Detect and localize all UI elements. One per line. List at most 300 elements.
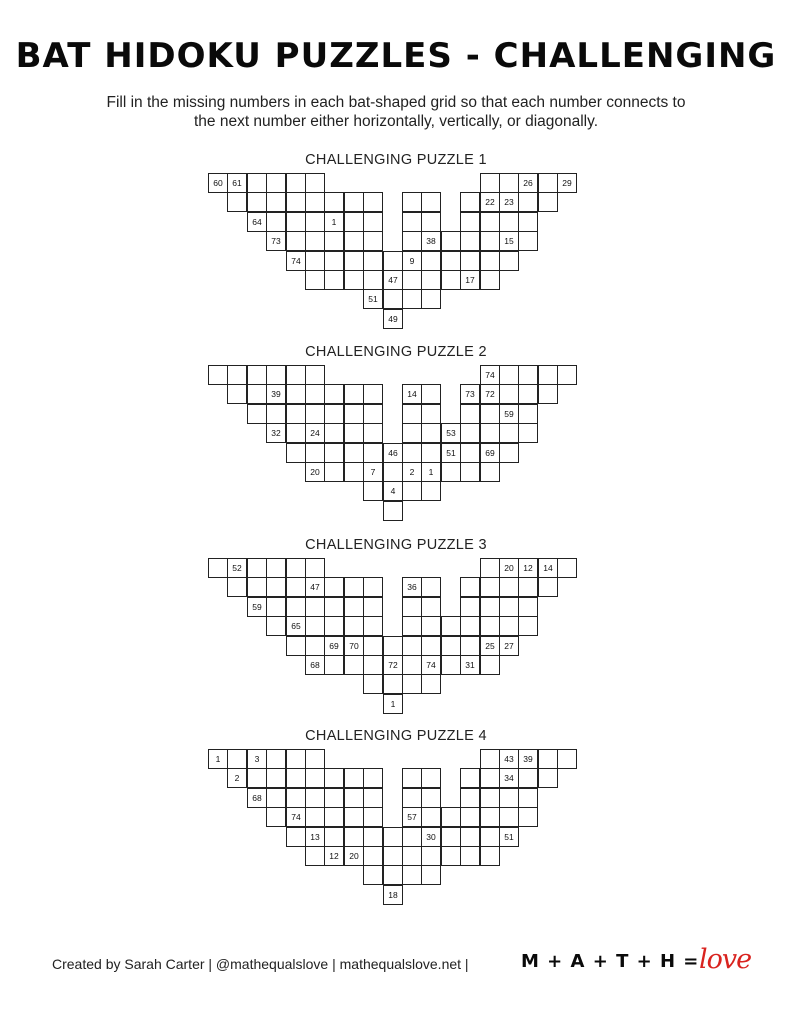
grid-cell[interactable] xyxy=(518,788,538,808)
grid-cell[interactable] xyxy=(460,597,480,617)
grid-cell[interactable] xyxy=(383,462,403,482)
grid-cell[interactable] xyxy=(383,636,403,656)
clue-cell[interactable]: 3 xyxy=(247,749,267,769)
grid-cell[interactable] xyxy=(421,577,441,597)
grid-cell[interactable] xyxy=(324,443,344,463)
clue-cell[interactable]: 65 xyxy=(286,616,306,636)
grid-cell[interactable] xyxy=(305,788,325,808)
clue-cell[interactable]: 13 xyxy=(305,827,325,847)
grid-cell[interactable] xyxy=(460,231,480,251)
grid-cell[interactable] xyxy=(402,423,422,443)
grid-cell[interactable] xyxy=(441,270,461,290)
clue-cell[interactable]: 51 xyxy=(499,827,519,847)
grid-cell[interactable] xyxy=(266,616,286,636)
grid-cell[interactable] xyxy=(247,768,267,788)
clue-cell[interactable]: 74 xyxy=(286,251,306,271)
grid-cell[interactable] xyxy=(402,404,422,424)
grid-cell[interactable] xyxy=(499,807,519,827)
grid-cell[interactable] xyxy=(227,384,247,404)
grid-cell[interactable] xyxy=(383,865,403,885)
grid-cell[interactable] xyxy=(421,616,441,636)
grid-cell[interactable] xyxy=(324,231,344,251)
grid-cell[interactable] xyxy=(324,768,344,788)
clue-cell[interactable]: 53 xyxy=(441,423,461,443)
grid-cell[interactable] xyxy=(538,192,558,212)
grid-cell[interactable] xyxy=(480,577,500,597)
grid-cell[interactable] xyxy=(441,462,461,482)
clue-cell[interactable]: 59 xyxy=(247,597,267,617)
grid-cell[interactable] xyxy=(266,173,286,193)
clue-cell[interactable]: 72 xyxy=(480,384,500,404)
clue-cell[interactable]: 20 xyxy=(499,558,519,578)
grid-cell[interactable] xyxy=(460,807,480,827)
grid-cell[interactable] xyxy=(227,749,247,769)
grid-cell[interactable] xyxy=(402,443,422,463)
clue-cell[interactable]: 36 xyxy=(402,577,422,597)
grid-cell[interactable] xyxy=(344,597,364,617)
grid-cell[interactable] xyxy=(324,404,344,424)
grid-cell[interactable] xyxy=(480,788,500,808)
grid-cell[interactable] xyxy=(480,655,500,675)
grid-cell[interactable] xyxy=(305,558,325,578)
grid-cell[interactable] xyxy=(305,807,325,827)
grid-cell[interactable] xyxy=(344,231,364,251)
grid-cell[interactable] xyxy=(518,577,538,597)
grid-cell[interactable] xyxy=(363,655,383,675)
clue-cell[interactable]: 38 xyxy=(421,231,441,251)
grid-cell[interactable] xyxy=(518,616,538,636)
grid-cell[interactable] xyxy=(363,423,383,443)
grid-cell[interactable] xyxy=(363,577,383,597)
grid-cell[interactable] xyxy=(305,597,325,617)
grid-cell[interactable] xyxy=(247,192,267,212)
grid-cell[interactable] xyxy=(538,173,558,193)
clue-cell[interactable]: 51 xyxy=(363,289,383,309)
grid-cell[interactable] xyxy=(402,616,422,636)
grid-cell[interactable] xyxy=(266,749,286,769)
grid-cell[interactable] xyxy=(460,788,480,808)
clue-cell[interactable]: 27 xyxy=(499,636,519,656)
clue-cell[interactable]: 1 xyxy=(208,749,228,769)
grid-cell[interactable] xyxy=(402,674,422,694)
clue-cell[interactable]: 74 xyxy=(421,655,441,675)
grid-cell[interactable] xyxy=(266,807,286,827)
clue-cell[interactable]: 74 xyxy=(480,365,500,385)
grid-cell[interactable] xyxy=(499,597,519,617)
grid-cell[interactable] xyxy=(324,577,344,597)
clue-cell[interactable]: 70 xyxy=(344,636,364,656)
grid-cell[interactable] xyxy=(480,846,500,866)
grid-cell[interactable] xyxy=(305,749,325,769)
grid-cell[interactable] xyxy=(480,212,500,232)
clue-cell[interactable]: 26 xyxy=(518,173,538,193)
grid-cell[interactable] xyxy=(441,655,461,675)
clue-cell[interactable]: 2 xyxy=(227,768,247,788)
grid-cell[interactable] xyxy=(344,384,364,404)
grid-cell[interactable] xyxy=(480,231,500,251)
grid-cell[interactable] xyxy=(518,423,538,443)
clue-cell[interactable]: 2 xyxy=(402,462,422,482)
clue-cell[interactable]: 49 xyxy=(383,309,403,329)
grid-cell[interactable] xyxy=(344,655,364,675)
grid-cell[interactable] xyxy=(266,365,286,385)
clue-cell[interactable]: 43 xyxy=(499,749,519,769)
grid-cell[interactable] xyxy=(460,423,480,443)
grid-cell[interactable] xyxy=(324,807,344,827)
grid-cell[interactable] xyxy=(363,827,383,847)
grid-cell[interactable] xyxy=(286,192,306,212)
grid-cell[interactable] xyxy=(460,636,480,656)
grid-cell[interactable] xyxy=(363,192,383,212)
clue-cell[interactable]: 7 xyxy=(363,462,383,482)
clue-cell[interactable]: 39 xyxy=(518,749,538,769)
grid-cell[interactable] xyxy=(402,270,422,290)
grid-cell[interactable] xyxy=(305,251,325,271)
grid-cell[interactable] xyxy=(460,827,480,847)
grid-cell[interactable] xyxy=(344,577,364,597)
grid-cell[interactable] xyxy=(266,597,286,617)
grid-cell[interactable] xyxy=(305,404,325,424)
grid-cell[interactable] xyxy=(286,749,306,769)
grid-cell[interactable] xyxy=(480,404,500,424)
grid-cell[interactable] xyxy=(286,173,306,193)
grid-cell[interactable] xyxy=(480,173,500,193)
clue-cell[interactable]: 57 xyxy=(402,807,422,827)
clue-cell[interactable]: 1 xyxy=(421,462,441,482)
grid-cell[interactable] xyxy=(460,192,480,212)
clue-cell[interactable]: 68 xyxy=(247,788,267,808)
grid-cell[interactable] xyxy=(402,597,422,617)
grid-cell[interactable] xyxy=(286,636,306,656)
grid-cell[interactable] xyxy=(421,289,441,309)
grid-cell[interactable] xyxy=(344,827,364,847)
grid-cell[interactable] xyxy=(266,558,286,578)
clue-cell[interactable]: 60 xyxy=(208,173,228,193)
grid-cell[interactable] xyxy=(499,173,519,193)
grid-cell[interactable] xyxy=(383,674,403,694)
grid-cell[interactable] xyxy=(383,846,403,866)
grid-cell[interactable] xyxy=(363,636,383,656)
grid-cell[interactable] xyxy=(421,807,441,827)
grid-cell[interactable] xyxy=(499,443,519,463)
grid-cell[interactable] xyxy=(557,558,577,578)
grid-cell[interactable] xyxy=(286,443,306,463)
grid-cell[interactable] xyxy=(480,462,500,482)
clue-cell[interactable]: 14 xyxy=(538,558,558,578)
grid-cell[interactable] xyxy=(324,788,344,808)
grid-cell[interactable] xyxy=(460,212,480,232)
grid-cell[interactable] xyxy=(383,827,403,847)
clue-cell[interactable]: 1 xyxy=(383,694,403,714)
grid-cell[interactable] xyxy=(305,616,325,636)
grid-cell[interactable] xyxy=(421,846,441,866)
grid-cell[interactable] xyxy=(421,597,441,617)
grid-cell[interactable] xyxy=(344,192,364,212)
grid-cell[interactable] xyxy=(324,251,344,271)
grid-cell[interactable] xyxy=(421,788,441,808)
grid-cell[interactable] xyxy=(460,846,480,866)
grid-cell[interactable] xyxy=(363,597,383,617)
grid-cell[interactable] xyxy=(402,865,422,885)
grid-cell[interactable] xyxy=(538,749,558,769)
grid-cell[interactable] xyxy=(460,404,480,424)
clue-cell[interactable]: 12 xyxy=(324,846,344,866)
grid-cell[interactable] xyxy=(208,365,228,385)
grid-cell[interactable] xyxy=(480,768,500,788)
clue-cell[interactable]: 14 xyxy=(402,384,422,404)
clue-cell[interactable]: 17 xyxy=(460,270,480,290)
grid-cell[interactable] xyxy=(286,365,306,385)
grid-cell[interactable] xyxy=(421,192,441,212)
grid-cell[interactable] xyxy=(460,251,480,271)
grid-cell[interactable] xyxy=(363,212,383,232)
grid-cell[interactable] xyxy=(286,577,306,597)
clue-cell[interactable]: 47 xyxy=(383,270,403,290)
grid-cell[interactable] xyxy=(324,616,344,636)
clue-cell[interactable]: 52 xyxy=(227,558,247,578)
grid-cell[interactable] xyxy=(344,807,364,827)
grid-cell[interactable] xyxy=(441,827,461,847)
grid-cell[interactable] xyxy=(421,481,441,501)
grid-cell[interactable] xyxy=(480,423,500,443)
grid-cell[interactable] xyxy=(518,192,538,212)
grid-cell[interactable] xyxy=(363,846,383,866)
grid-cell[interactable] xyxy=(518,597,538,617)
grid-cell[interactable] xyxy=(402,788,422,808)
grid-cell[interactable] xyxy=(402,231,422,251)
clue-cell[interactable]: 9 xyxy=(402,251,422,271)
grid-cell[interactable] xyxy=(518,768,538,788)
grid-cell[interactable] xyxy=(363,481,383,501)
clue-cell[interactable]: 22 xyxy=(480,192,500,212)
grid-cell[interactable] xyxy=(557,749,577,769)
grid-cell[interactable] xyxy=(499,788,519,808)
clue-cell[interactable]: 32 xyxy=(266,423,286,443)
grid-cell[interactable] xyxy=(305,192,325,212)
grid-cell[interactable] xyxy=(247,173,267,193)
grid-cell[interactable] xyxy=(363,768,383,788)
clue-cell[interactable]: 34 xyxy=(499,768,519,788)
clue-cell[interactable]: 15 xyxy=(499,231,519,251)
grid-cell[interactable] xyxy=(227,365,247,385)
grid-cell[interactable] xyxy=(421,865,441,885)
grid-cell[interactable] xyxy=(421,384,441,404)
grid-cell[interactable] xyxy=(344,270,364,290)
grid-cell[interactable] xyxy=(344,423,364,443)
grid-cell[interactable] xyxy=(363,384,383,404)
clue-cell[interactable]: 29 xyxy=(557,173,577,193)
grid-cell[interactable] xyxy=(402,636,422,656)
grid-cell[interactable] xyxy=(363,865,383,885)
grid-cell[interactable] xyxy=(286,558,306,578)
grid-cell[interactable] xyxy=(421,212,441,232)
grid-cell[interactable] xyxy=(480,749,500,769)
grid-cell[interactable] xyxy=(344,443,364,463)
grid-cell[interactable] xyxy=(402,212,422,232)
grid-cell[interactable] xyxy=(305,846,325,866)
grid-cell[interactable] xyxy=(441,616,461,636)
grid-cell[interactable] xyxy=(305,212,325,232)
clue-cell[interactable]: 23 xyxy=(499,192,519,212)
grid-cell[interactable] xyxy=(305,365,325,385)
grid-cell[interactable] xyxy=(227,192,247,212)
grid-cell[interactable] xyxy=(518,231,538,251)
grid-cell[interactable] xyxy=(363,788,383,808)
grid-cell[interactable] xyxy=(344,251,364,271)
clue-cell[interactable]: 72 xyxy=(383,655,403,675)
clue-cell[interactable]: 1 xyxy=(324,212,344,232)
grid-cell[interactable] xyxy=(324,423,344,443)
grid-cell[interactable] xyxy=(208,558,228,578)
grid-cell[interactable] xyxy=(480,270,500,290)
grid-cell[interactable] xyxy=(266,192,286,212)
grid-cell[interactable] xyxy=(518,807,538,827)
grid-cell[interactable] xyxy=(363,270,383,290)
grid-cell[interactable] xyxy=(402,846,422,866)
grid-cell[interactable] xyxy=(460,577,480,597)
grid-cell[interactable] xyxy=(344,616,364,636)
grid-cell[interactable] xyxy=(480,597,500,617)
grid-cell[interactable] xyxy=(305,231,325,251)
grid-cell[interactable] xyxy=(324,827,344,847)
grid-cell[interactable] xyxy=(460,462,480,482)
grid-cell[interactable] xyxy=(363,231,383,251)
grid-cell[interactable] xyxy=(460,443,480,463)
grid-cell[interactable] xyxy=(247,365,267,385)
grid-cell[interactable] xyxy=(421,404,441,424)
grid-cell[interactable] xyxy=(421,270,441,290)
clue-cell[interactable]: 18 xyxy=(383,885,403,905)
grid-cell[interactable] xyxy=(499,384,519,404)
grid-cell[interactable] xyxy=(538,577,558,597)
grid-cell[interactable] xyxy=(363,807,383,827)
grid-cell[interactable] xyxy=(480,827,500,847)
grid-cell[interactable] xyxy=(324,462,344,482)
clue-cell[interactable]: 74 xyxy=(286,807,306,827)
clue-cell[interactable]: 73 xyxy=(460,384,480,404)
grid-cell[interactable] xyxy=(460,616,480,636)
grid-cell[interactable] xyxy=(421,674,441,694)
grid-cell[interactable] xyxy=(499,577,519,597)
grid-cell[interactable] xyxy=(402,192,422,212)
grid-cell[interactable] xyxy=(518,404,538,424)
grid-cell[interactable] xyxy=(286,212,306,232)
grid-cell[interactable] xyxy=(363,443,383,463)
clue-cell[interactable]: 30 xyxy=(421,827,441,847)
grid-cell[interactable] xyxy=(383,501,403,521)
grid-cell[interactable] xyxy=(324,384,344,404)
grid-cell[interactable] xyxy=(247,558,267,578)
grid-cell[interactable] xyxy=(324,655,344,675)
grid-cell[interactable] xyxy=(344,404,364,424)
clue-cell[interactable]: 61 xyxy=(227,173,247,193)
grid-cell[interactable] xyxy=(363,674,383,694)
grid-cell[interactable] xyxy=(247,404,267,424)
grid-cell[interactable] xyxy=(480,807,500,827)
grid-cell[interactable] xyxy=(518,212,538,232)
clue-cell[interactable]: 69 xyxy=(324,636,344,656)
grid-cell[interactable] xyxy=(286,404,306,424)
grid-cell[interactable] xyxy=(499,616,519,636)
grid-cell[interactable] xyxy=(344,768,364,788)
clue-cell[interactable]: 20 xyxy=(305,462,325,482)
grid-cell[interactable] xyxy=(286,768,306,788)
grid-cell[interactable] xyxy=(518,365,538,385)
grid-cell[interactable] xyxy=(383,251,403,271)
grid-cell[interactable] xyxy=(402,481,422,501)
clue-cell[interactable]: 20 xyxy=(344,846,364,866)
grid-cell[interactable] xyxy=(286,423,306,443)
grid-cell[interactable] xyxy=(247,384,267,404)
grid-cell[interactable] xyxy=(266,577,286,597)
grid-cell[interactable] xyxy=(460,768,480,788)
grid-cell[interactable] xyxy=(266,404,286,424)
clue-cell[interactable]: 68 xyxy=(305,655,325,675)
clue-cell[interactable]: 73 xyxy=(266,231,286,251)
clue-cell[interactable]: 31 xyxy=(460,655,480,675)
grid-cell[interactable] xyxy=(247,577,267,597)
grid-cell[interactable] xyxy=(518,384,538,404)
grid-cell[interactable] xyxy=(441,807,461,827)
grid-cell[interactable] xyxy=(441,636,461,656)
grid-cell[interactable] xyxy=(421,768,441,788)
grid-cell[interactable] xyxy=(402,827,422,847)
clue-cell[interactable]: 24 xyxy=(305,423,325,443)
grid-cell[interactable] xyxy=(480,558,500,578)
grid-cell[interactable] xyxy=(363,251,383,271)
grid-cell[interactable] xyxy=(344,788,364,808)
grid-cell[interactable] xyxy=(286,788,306,808)
grid-cell[interactable] xyxy=(499,251,519,271)
grid-cell[interactable] xyxy=(421,251,441,271)
grid-cell[interactable] xyxy=(421,636,441,656)
grid-cell[interactable] xyxy=(363,616,383,636)
grid-cell[interactable] xyxy=(441,251,461,271)
grid-cell[interactable] xyxy=(305,443,325,463)
grid-cell[interactable] xyxy=(480,251,500,271)
grid-cell[interactable] xyxy=(402,289,422,309)
grid-cell[interactable] xyxy=(480,616,500,636)
grid-cell[interactable] xyxy=(305,173,325,193)
grid-cell[interactable] xyxy=(538,384,558,404)
grid-cell[interactable] xyxy=(421,423,441,443)
grid-cell[interactable] xyxy=(499,365,519,385)
grid-cell[interactable] xyxy=(499,423,519,443)
grid-cell[interactable] xyxy=(421,443,441,463)
grid-cell[interactable] xyxy=(305,270,325,290)
grid-cell[interactable] xyxy=(324,597,344,617)
grid-cell[interactable] xyxy=(402,655,422,675)
grid-cell[interactable] xyxy=(266,788,286,808)
grid-cell[interactable] xyxy=(286,231,306,251)
grid-cell[interactable] xyxy=(538,768,558,788)
grid-cell[interactable] xyxy=(363,404,383,424)
grid-cell[interactable] xyxy=(305,768,325,788)
grid-cell[interactable] xyxy=(441,846,461,866)
clue-cell[interactable]: 51 xyxy=(441,443,461,463)
grid-cell[interactable] xyxy=(286,597,306,617)
grid-cell[interactable] xyxy=(383,289,403,309)
grid-cell[interactable] xyxy=(266,212,286,232)
clue-cell[interactable]: 4 xyxy=(383,481,403,501)
grid-cell[interactable] xyxy=(402,768,422,788)
grid-cell[interactable] xyxy=(538,365,558,385)
grid-cell[interactable] xyxy=(286,384,306,404)
grid-cell[interactable] xyxy=(557,365,577,385)
grid-cell[interactable] xyxy=(441,231,461,251)
grid-cell[interactable] xyxy=(324,192,344,212)
clue-cell[interactable]: 47 xyxy=(305,577,325,597)
